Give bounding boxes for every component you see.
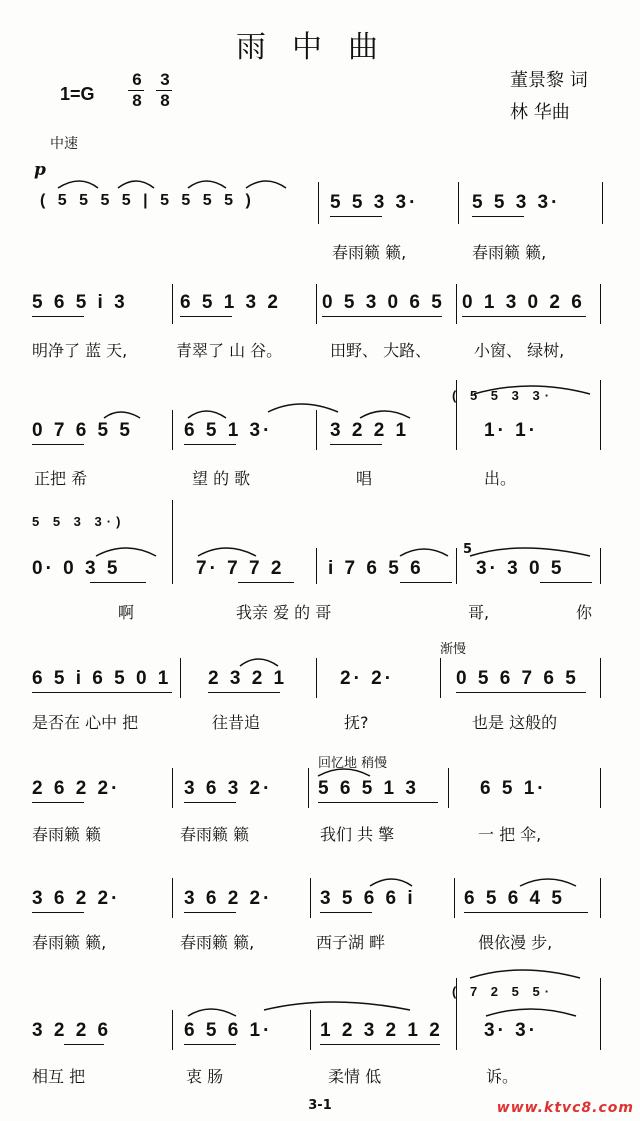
s2-m1-lyrics: 明净了 蓝 天,	[32, 341, 128, 360]
barline	[602, 182, 603, 224]
s2-m4-notes: 0 1 3 0 2 6	[462, 292, 585, 313]
s8-m4-lyrics: 诉。	[486, 1067, 519, 1086]
s1-m1-notes: 5 5 3 3·	[330, 192, 419, 213]
beam-line	[32, 444, 84, 445]
barline	[458, 182, 459, 224]
slur	[246, 181, 286, 188]
s5-m2-lyrics: 往昔追	[212, 713, 261, 732]
barline	[316, 548, 317, 584]
barline	[454, 878, 455, 918]
s5-marking: 渐慢	[440, 642, 467, 657]
page-number: 3-1	[308, 1098, 332, 1113]
s7-m3-notes: 3 5 6 6 i	[320, 888, 416, 909]
s6-m4-lyrics: 一 把 伞,	[478, 825, 542, 844]
slur	[188, 411, 226, 418]
s4-m3-lyrics: 哥,	[468, 603, 490, 622]
beam-line	[64, 1044, 104, 1045]
s5-m1-notes: 6 5 i 6 5 0 1	[32, 668, 172, 689]
s7-m1-notes: 3 6 2 2·	[32, 888, 121, 909]
slur	[470, 548, 590, 556]
s8-m3-lyrics: 柔情 低	[328, 1067, 382, 1086]
beam-line	[238, 582, 294, 583]
s6-marking: 回忆地 稍慢	[318, 756, 388, 771]
s4-m1-notes: 0· 0 3 5	[32, 558, 121, 579]
lyricist-credit: 董景黎 词	[510, 70, 588, 91]
barline	[440, 658, 441, 698]
barline	[316, 410, 317, 450]
tempo-marking: 中速	[50, 136, 78, 152]
composer-credit: 林 华曲	[510, 102, 570, 123]
s5-m4-notes: 0 5 6 7 6 5	[456, 668, 579, 689]
barline	[318, 182, 319, 224]
slur	[400, 549, 448, 556]
barline	[172, 768, 173, 808]
s7-m4-lyrics: 偎依漫 步,	[478, 933, 553, 952]
beam-line	[184, 802, 236, 803]
s2-m2-notes: 6 5 1 3 2	[180, 292, 281, 313]
slur	[370, 879, 412, 886]
slur	[360, 411, 410, 418]
barline	[172, 410, 173, 450]
time-sig-1	[128, 70, 146, 111]
slur	[104, 412, 140, 418]
s6-m3-notes: 5 6 5 1 3	[318, 778, 419, 799]
slur	[268, 404, 338, 412]
slur	[96, 548, 156, 556]
s7-m3-lyrics: 西子湖 畔	[316, 933, 386, 952]
beam-line	[320, 912, 372, 913]
barline	[180, 658, 181, 698]
beam-line	[318, 802, 438, 803]
slur	[118, 181, 154, 188]
watermark: www.ktvc8.com	[496, 1100, 634, 1116]
s3-m3-notes: 3 2 2 1	[330, 420, 410, 441]
beam-line	[330, 216, 382, 217]
s3-m2-notes: 6 5 1 3·	[184, 420, 273, 441]
barline	[456, 548, 457, 584]
barline	[600, 658, 601, 698]
s4-m2-notes: 7· 7 7 2	[196, 558, 285, 579]
s4-m2-lyrics: 我亲 爱 的 哥	[236, 603, 332, 622]
barline	[308, 768, 309, 808]
s6-m2-lyrics: 春雨籁 籁	[180, 825, 250, 844]
beam-line	[180, 316, 232, 317]
s6-m3-lyrics: 我们 共 擎	[320, 825, 395, 844]
time-sig-2-top: 3	[160, 70, 170, 89]
s2-m4-lyrics: 小窗、 绿树,	[474, 341, 565, 360]
s8-m2-notes: 6 5 6 1·	[184, 1020, 273, 1041]
page-title: 雨中曲	[236, 30, 404, 65]
s4-m3-notes: i 7 6 5 6	[328, 558, 424, 579]
barline	[600, 380, 601, 450]
s5-m1-lyrics: 是否在 心中 把	[32, 713, 139, 732]
beam-line	[400, 582, 452, 583]
time-sig-2-bottom: 8	[160, 91, 170, 110]
s2-m1-notes: 5 6 5 i 3	[32, 292, 128, 313]
s8-small-notes: ( 7 2 5 5·	[452, 984, 555, 999]
s3-m3-lyrics: 唱	[356, 469, 373, 488]
s5-m3-notes: 2· 2·	[340, 668, 395, 689]
s4-m1-lyrics: 啊	[118, 603, 135, 622]
barline	[456, 380, 457, 450]
barline	[310, 878, 311, 918]
beam-line	[32, 912, 84, 913]
s1-m1-lyrics: 春雨籁 籁,	[332, 243, 407, 262]
time-sig-2	[156, 70, 174, 111]
dynamic-marking: p	[34, 160, 46, 180]
beam-line	[462, 316, 586, 317]
s6-m1-notes: 2 6 2 2·	[32, 778, 121, 799]
beam-line	[32, 802, 84, 803]
barline	[172, 500, 173, 584]
s3-small-notes: ( 5 5 3 3·	[452, 388, 555, 403]
slur	[188, 1009, 236, 1016]
key-signature: 1=G	[60, 84, 95, 104]
s4-m4-notes: 3· 3 0 5	[476, 558, 565, 579]
grace-note: 5	[463, 542, 473, 557]
s3-m4-notes: 1· 1·	[484, 420, 539, 441]
s8-m4-notes: 3· 3·	[484, 1020, 539, 1041]
barline	[456, 978, 457, 1050]
s7-m2-notes: 3 6 2 2·	[184, 888, 273, 909]
s4-m4-lyrics: 你	[576, 603, 593, 622]
s2-m3-notes: 0 5 3 0 6 5	[322, 292, 445, 313]
beam-line	[330, 444, 382, 445]
s1-m2-lyrics: 春雨籁 籁,	[472, 243, 547, 262]
slur	[58, 181, 98, 188]
barline	[600, 548, 601, 584]
time-sig-1-bottom: 8	[132, 91, 142, 110]
s3-m2-lyrics: 望 的 歌	[192, 469, 251, 488]
s3-m4-lyrics: 出。	[484, 469, 517, 488]
slur	[470, 970, 580, 978]
slur	[188, 181, 226, 188]
barline	[600, 878, 601, 918]
slur	[198, 548, 256, 556]
beam-line	[472, 216, 524, 217]
s5-m2-notes: 2 3 2 1	[208, 668, 288, 689]
beam-line	[208, 692, 280, 693]
barline	[600, 768, 601, 808]
s6-m2-notes: 3 6 3 2·	[184, 778, 273, 799]
s2-m2-lyrics: 青翠了 山 谷。	[176, 341, 283, 360]
s3-m1-notes: 0 7 6 5 5	[32, 420, 133, 441]
barline	[172, 284, 173, 324]
intro-notes: ( 5 5 5 5 | 5 5 5 5 )	[40, 192, 255, 209]
s8-m1-notes: 3 2 2 6	[32, 1020, 112, 1041]
s6-m1-lyrics: 春雨籁 籁	[32, 825, 102, 844]
s3-m1-lyrics: 正把 希	[34, 469, 88, 488]
barline	[600, 978, 601, 1050]
beam-line	[90, 582, 146, 583]
s8-m1-lyrics: 相互 把	[32, 1067, 86, 1086]
barline	[448, 768, 449, 808]
barline	[172, 878, 173, 918]
barline	[600, 284, 601, 324]
beam-line	[540, 582, 592, 583]
beam-line	[320, 1044, 440, 1045]
s2-m3-lyrics: 田野、 大路、	[330, 341, 432, 360]
beam-line	[456, 692, 586, 693]
s8-m3-notes: 1 2 3 2 1 2	[320, 1020, 443, 1041]
barline	[316, 284, 317, 324]
barline	[456, 284, 457, 324]
beam-line	[322, 316, 442, 317]
s4-small-notes: 5 5 3 3·)	[32, 514, 126, 529]
slur	[486, 1009, 576, 1016]
beam-line	[184, 912, 236, 913]
s6-m4-notes: 6 5 1·	[480, 778, 547, 799]
s5-m3-lyrics: 抚?	[344, 713, 369, 732]
beam-line	[184, 1044, 236, 1045]
s7-m2-lyrics: 春雨籁 籁,	[180, 933, 255, 952]
s8-m2-lyrics: 衷 肠	[186, 1067, 224, 1086]
beam-line	[32, 692, 172, 693]
beam-line	[184, 444, 236, 445]
s1-m2-notes: 5 5 3 3·	[472, 192, 561, 213]
slur	[264, 1002, 410, 1010]
barline	[316, 658, 317, 698]
time-sig-1-top: 6	[132, 70, 142, 89]
barline	[310, 1010, 311, 1050]
beam-line	[464, 912, 588, 913]
s7-m4-notes: 6 5 6 4 5	[464, 888, 565, 909]
slur	[240, 659, 278, 666]
barline	[172, 1010, 173, 1050]
s7-m1-lyrics: 春雨籁 籁,	[32, 933, 107, 952]
s5-m4-lyrics: 也是 这般的	[472, 713, 558, 732]
beam-line	[32, 316, 84, 317]
slur	[520, 879, 576, 886]
